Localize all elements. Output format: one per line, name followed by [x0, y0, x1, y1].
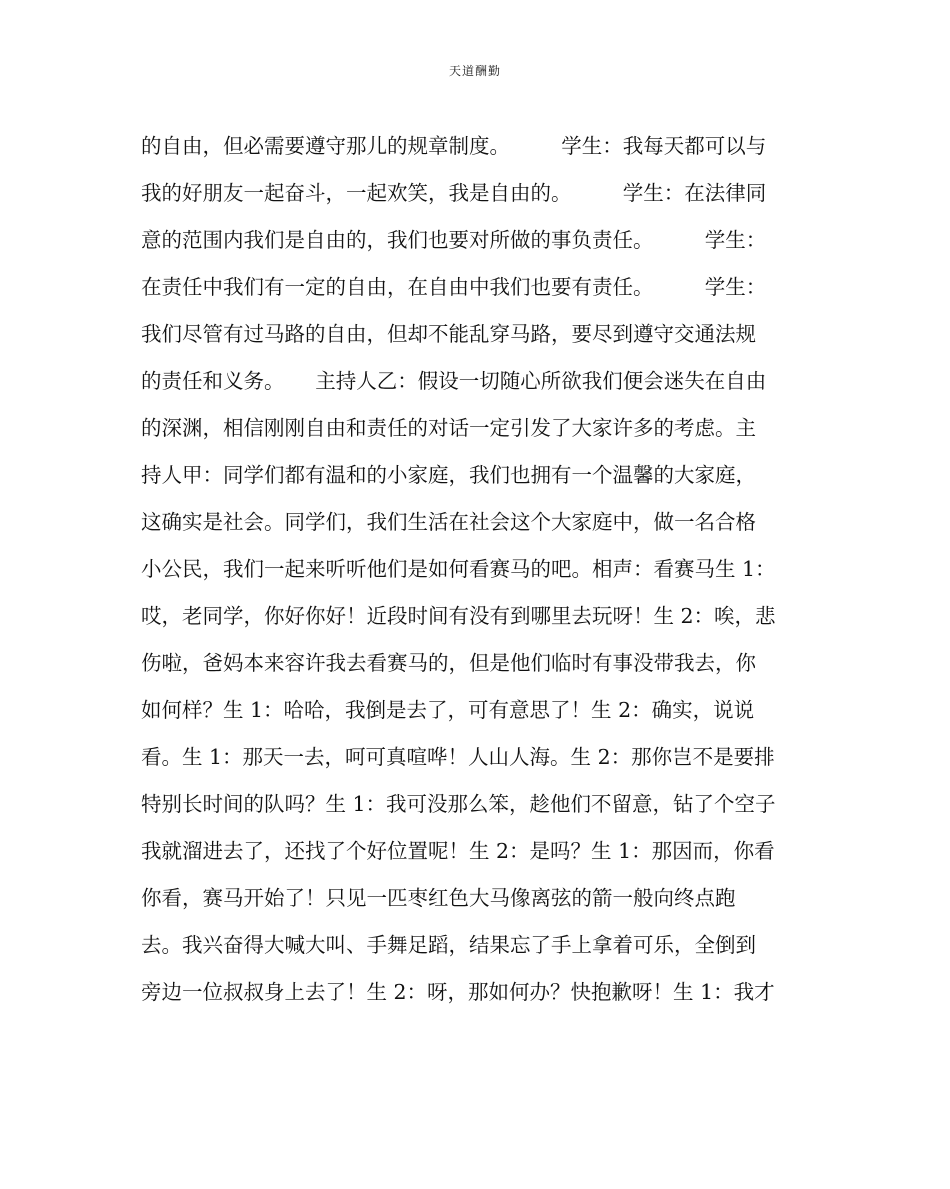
text-line-10: 小公民，我们一起来听听他们是如何看赛马的吧。相声：看赛马生 1：	[141, 557, 776, 581]
text-line-7: 的深渊，相信刚刚自由和责任的对话一定引发了大家许多的考虑。主	[141, 416, 756, 440]
text-line-5: 我们尽管有过马路的自由，但却不能乱穿马路，要尽到遵守交通法规	[141, 322, 756, 346]
text-line-11: 哎，老同学，你好你好！近段时间有没有到哪里去玩呀！生 2：唉，悲	[141, 604, 776, 628]
text-line-6: 的责任和义务。 主持人乙：假设一切随心所欲我们便会迷失在自由	[141, 369, 767, 393]
text-line-18: 去。我兴奋得大喊大叫、手舞足蹈，结果忘了手上拿着可乐，全倒到	[141, 933, 756, 957]
text-line-19: 旁边一位叔叔身上去了！生 2：呀，那如何办？快抱歉呀！生 1：我才	[141, 980, 775, 1004]
text-line-12: 伤啦，爸妈本来容许我去看赛马的，但是他们临时有事没带我去，你	[141, 651, 756, 675]
text-line-15: 特别长时间的队吗？生 1：我可没那么笨，趁他们不留意，钻了个空子	[141, 792, 776, 816]
text-line-2: 我的好朋友一起奋斗，一起欢笑，我是自由的。 学生：在法律同	[141, 181, 767, 205]
text-line-16: 我就溜进去了，还找了个好位置呢！生 2：是吗？生 1：那因而，你看	[141, 839, 775, 863]
text-line-3: 意的范围内我们是自由的，我们也要对所做的事负责任。 学生：	[141, 228, 767, 252]
text-line-17: 你看，赛马开始了！只见一匹枣红色大马像离弦的箭一般向终点跑	[141, 886, 736, 910]
text-line-4: 在责任中我们有一定的自由，在自由中我们也要有责任。 学生：	[141, 275, 767, 299]
text-line-13: 如何样？生 1：哈哈，我倒是去了，可有意思了！生 2：确实，说说	[141, 698, 755, 722]
text-line-8: 持人甲：同学们都有温和的小家庭，我们也拥有一个温馨的大家庭，	[141, 463, 756, 487]
text-line-9: 这确实是社会。同学们，我们生活在社会这个大家庭中，做一名合格	[141, 510, 756, 534]
body-text	[141, 126, 806, 1019]
text-line-1: 的自由，但必需要遵守那儿的规章制度。 学生：我每天都可以与	[141, 134, 767, 158]
page-header: 天道酬勤	[448, 64, 501, 78]
text-line-14: 看。生 1：那天一去，呵可真喧哗！人山人海。生 2：那你岂不是要排	[141, 745, 775, 769]
